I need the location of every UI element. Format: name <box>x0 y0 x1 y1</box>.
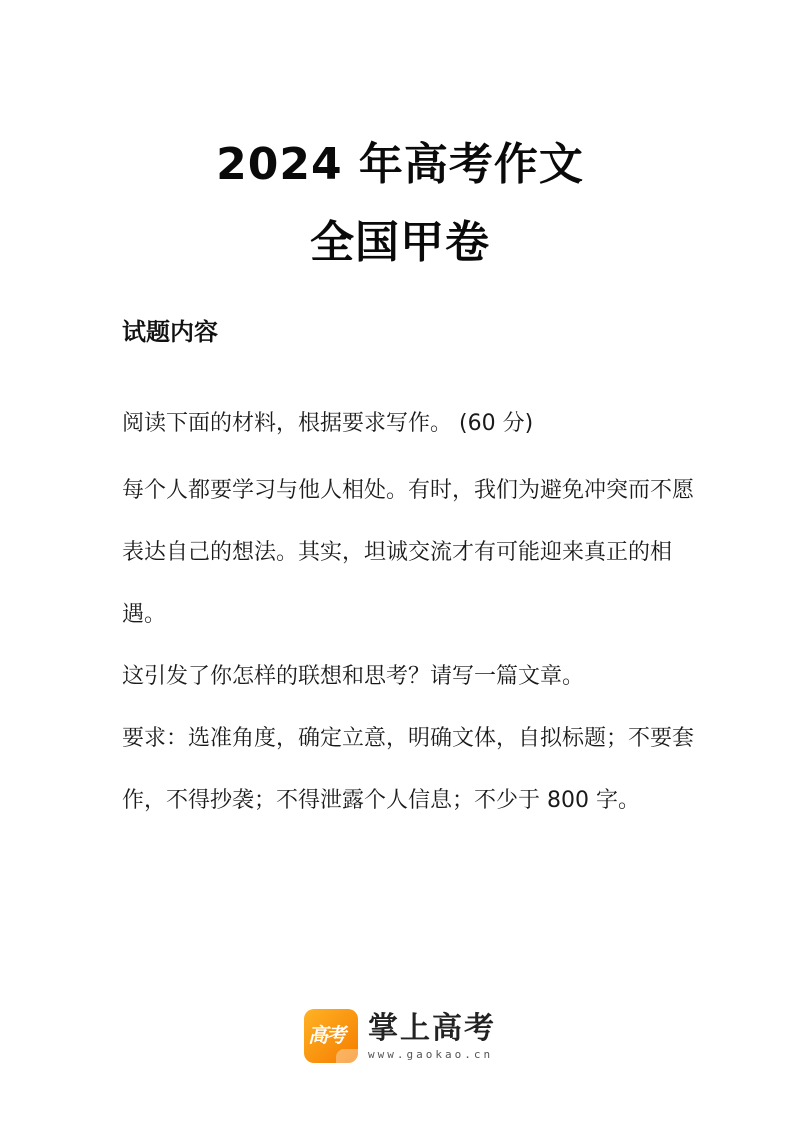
gaokao-logo-icon <box>304 1009 358 1063</box>
logo-name: 掌上高考 <box>368 1010 496 1046</box>
logo-text-block <box>368 1012 496 1061</box>
section-heading: 试题内容 <box>122 318 218 346</box>
instruction-text: 阅读下面的材料，根据要求写作。 (60 分) <box>122 411 534 436</box>
requirements-text: 要求：选准角度，确定立意，明确文体，自拟标题；不要套作，不得抄袭；不得泄露个人信息；不少于 800 字。 <box>122 726 695 813</box>
logo-url: www.gaokao.cn <box>368 1047 494 1061</box>
logo-badge-text: 高考 <box>308 1023 344 1047</box>
book-fold-shape <box>336 1049 358 1063</box>
page-title-line-2: 全国甲卷 <box>310 217 490 268</box>
page-title-line-1: 2024 年高考作文 <box>216 139 584 190</box>
material-paragraph: 每个人都要学习与他人相处。有时，我们为避免冲突而不愿表达自己的想法。其实，坦诚交流才有可能迎来真正的相遇。 <box>122 478 695 627</box>
footer-logo <box>304 1008 496 1064</box>
question-text: 这引发了你怎样的联想和思考？请写一篇文章。 <box>122 664 585 689</box>
